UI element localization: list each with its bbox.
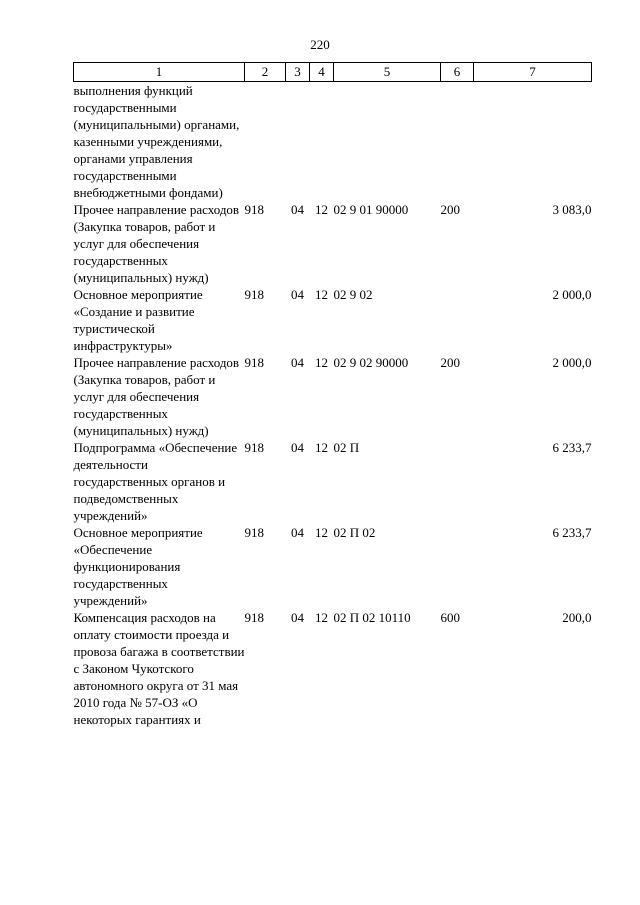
row-sum: 200,0: [562, 610, 592, 625]
row-sum: [474, 82, 592, 202]
header-col-6: 6: [441, 63, 474, 82]
row-pr: 12: [315, 355, 328, 370]
row-vr: [441, 82, 474, 202]
row-sum: 6 233,7: [552, 440, 592, 455]
row-ved: 918: [244, 202, 264, 217]
row-sum: 2 000,0: [552, 287, 592, 302]
row-ved: 918: [244, 610, 264, 625]
page-number: 220: [310, 37, 330, 52]
table-row: [74, 609, 592, 728]
row-ved: [245, 82, 286, 202]
row-csr: 02 П 02: [333, 525, 376, 540]
row-sum: 6 233,7: [552, 525, 592, 540]
header-col-3: 3: [286, 63, 310, 82]
row-pr: [310, 82, 334, 202]
row-csr: [334, 82, 441, 202]
row-rz: 04: [291, 202, 304, 217]
header-col-2: 2: [245, 63, 286, 82]
header-col-1: 1: [74, 63, 245, 82]
row-vr: [441, 439, 474, 524]
row-rz: 04: [291, 525, 304, 540]
row-pr: 12: [315, 525, 328, 540]
row-pr: 12: [315, 610, 328, 625]
header-col-5: 5: [334, 63, 441, 82]
row-csr: 02 П: [333, 440, 360, 455]
row-rz: 04: [291, 610, 304, 625]
row-ved: 918: [244, 355, 264, 370]
budget-table: [73, 62, 592, 728]
table-row: [74, 439, 592, 524]
table-body: [74, 82, 592, 729]
row-vr: 600: [440, 610, 460, 625]
row-pr: 12: [315, 440, 328, 455]
row-vr: [441, 286, 474, 354]
row-vr: 200: [440, 355, 460, 370]
row-name: Прочее направление расходов (Закупка товаров, работ и услуг для обеспечения государственных (муниципальных) нужд): [73, 202, 240, 285]
row-pr: 12: [315, 287, 328, 302]
row-name: Прочее направление расходов (Закупка товаров, работ и услуг для обеспечения государственных (муниципальных) нужд): [73, 355, 240, 438]
row-name: Подпрограмма «Обеспечение деятельности государственных органов и подведомственных учреждений»: [73, 440, 238, 523]
table-row: [74, 82, 592, 202]
row-name: Компенсация расходов на оплату стоимости проезда и провоза багажа в соответствии с Законом Чукотского автономного округа от 31 мая 2010 года № 57-ОЗ «О некоторых гарантиях и: [73, 610, 245, 727]
row-rz: 04: [291, 287, 304, 302]
row-pr: 12: [315, 202, 328, 217]
row-name: Основное мероприятие «Обеспечение функционирования государственных учреждений»: [73, 525, 203, 608]
header-row: [74, 63, 592, 82]
row-vr: [441, 524, 474, 609]
row-sum: 2 000,0: [552, 355, 592, 370]
table-row: [74, 524, 592, 609]
table-row: [74, 286, 592, 354]
header-col-4: 4: [310, 63, 334, 82]
header-col-7: 7: [474, 63, 592, 82]
row-vr: 200: [440, 202, 460, 217]
row-name: выполнения функций государственными (муниципальными) органами, казенными учреждениями, органами управления государственными внебюджетными фондами): [73, 83, 240, 200]
row-csr: 02 9 01 90000: [333, 202, 409, 217]
row-rz: [286, 82, 310, 202]
table-row: [74, 354, 592, 439]
row-ved: 918: [244, 287, 264, 302]
row-sum: 3 083,0: [552, 202, 592, 217]
row-csr: 02 9 02 90000: [333, 355, 409, 370]
row-csr: 02 9 02: [333, 287, 373, 302]
table-header: [74, 63, 592, 82]
row-csr: 02 П 02 10110: [333, 610, 411, 625]
row-ved: 918: [244, 525, 264, 540]
table-row: [74, 201, 592, 286]
row-name: Основное мероприятие «Создание и развитие туристической инфраструктуры»: [73, 287, 203, 353]
row-rz: 04: [291, 440, 304, 455]
row-ved: 918: [244, 440, 264, 455]
row-rz: 04: [291, 355, 304, 370]
